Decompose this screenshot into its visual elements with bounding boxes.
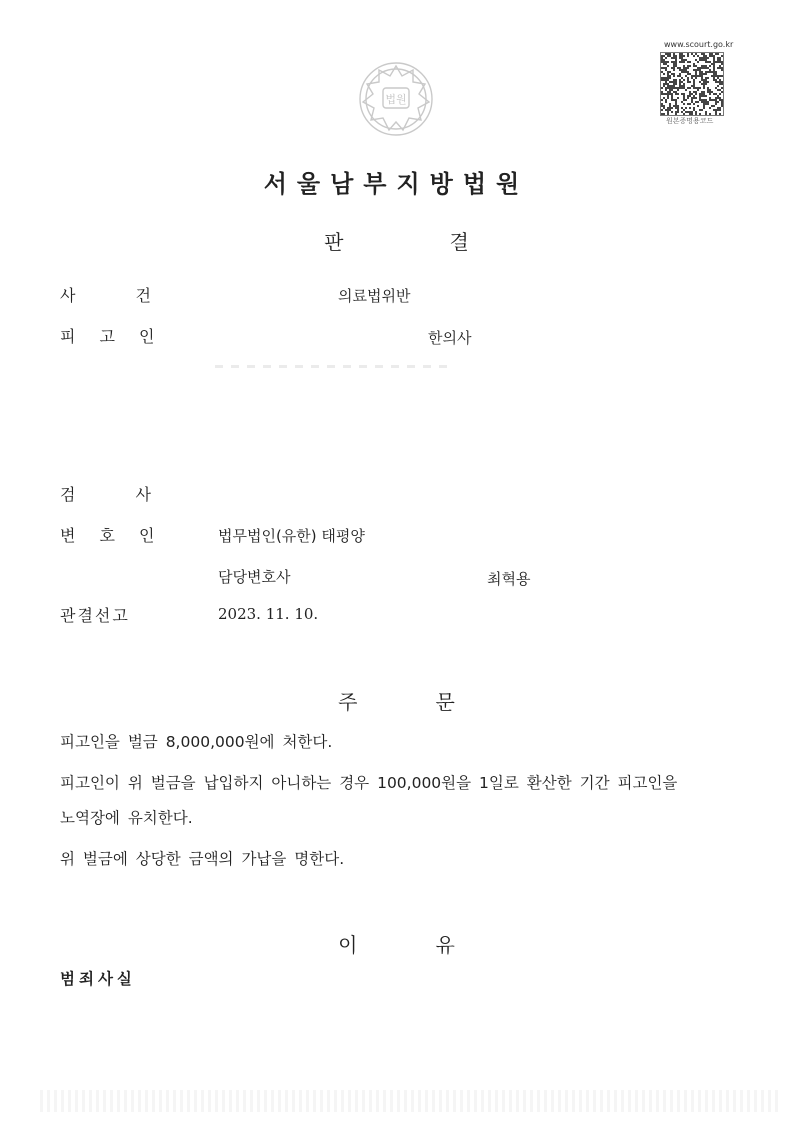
- attorney-value: 최혁용: [487, 570, 531, 588]
- ruling-title-char-2: 문: [435, 690, 455, 714]
- crime-facts-heading: 범죄사실: [60, 970, 136, 988]
- reasons-title-char-1: 이: [338, 933, 358, 957]
- document-type-heading: [0, 226, 793, 255]
- defendant-label: 피 고 인: [60, 327, 157, 346]
- defendant-value: 한의사: [428, 329, 472, 347]
- doc-type-char-2: 결: [449, 230, 469, 254]
- verdict-date-label: 관결선고: [60, 606, 130, 625]
- reasons-heading: [0, 929, 793, 958]
- counsel-value: 법무법인(유한) 태평양: [218, 527, 365, 545]
- qr-url: www.scourt.go.kr: [664, 40, 734, 49]
- case-value: 의료법위반: [338, 287, 411, 305]
- ruling-line-4: 위 벌금에 상당한 금액의 가납을 명한다.: [60, 850, 345, 868]
- ruling-line-1: 피고인을 벌금 8,000,000원에 처한다.: [60, 733, 333, 751]
- court-name: 서울남부지방법원: [263, 170, 530, 198]
- counsel-label: 변 호 인: [60, 526, 157, 545]
- attorney-label: 담당변호사: [218, 568, 291, 586]
- court-seal-emblem: [355, 58, 437, 140]
- redacted-address-line: [215, 365, 455, 368]
- verdict-date-value: 2023. 11. 10.: [218, 605, 319, 623]
- scan-artifact: [40, 1090, 780, 1112]
- doc-type-char-1: 판: [324, 230, 344, 254]
- ruling-line-2: 피고인이 위 벌금을 납입하지 아니하는 경우 100,000원을 1일로 환산한 기간 피고인을: [60, 774, 678, 792]
- reasons-title-char-2: 유: [435, 933, 455, 957]
- prosecutor-label: 검 사: [60, 485, 153, 504]
- ruling-heading: [0, 686, 793, 715]
- qr-caption: 원본증명용코드: [666, 117, 714, 125]
- qr-code-icon: [660, 52, 724, 116]
- ruling-title-char-1: 주: [338, 690, 358, 714]
- case-label: 사 건: [60, 286, 153, 305]
- ruling-line-3: 노역장에 유치한다.: [60, 809, 193, 827]
- seal-text: 법원: [385, 93, 407, 106]
